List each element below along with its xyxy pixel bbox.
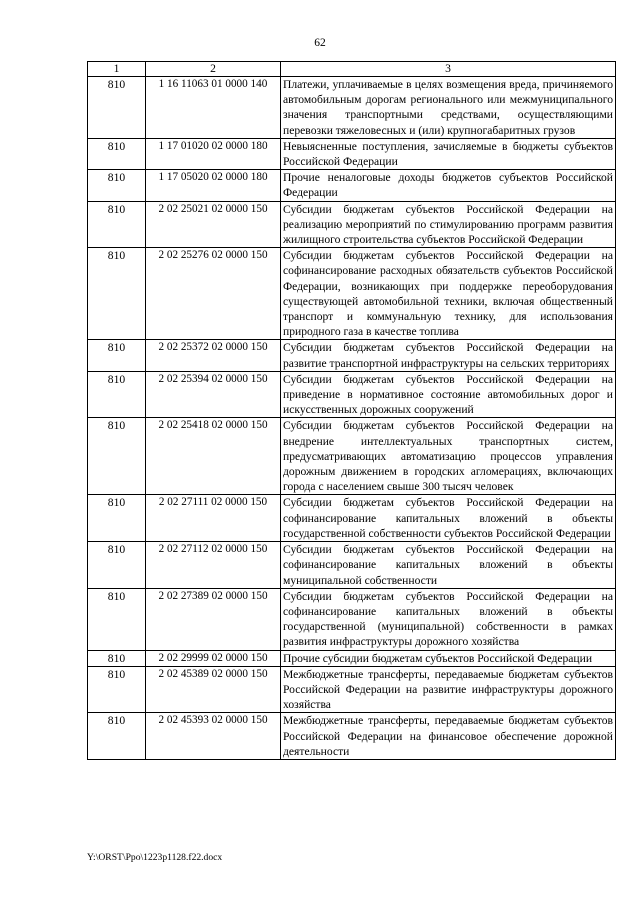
- budget-code-cell: 2 02 45393 02 0000 150: [146, 713, 281, 760]
- budget-code-cell: 2 02 29999 02 0000 150: [146, 650, 281, 666]
- budget-code-cell: 1 16 11063 01 0000 140: [146, 77, 281, 139]
- admin-code-cell: 810: [88, 542, 146, 589]
- admin-code-cell: 810: [88, 138, 146, 169]
- admin-code-cell: 810: [88, 650, 146, 666]
- table-row: [88, 138, 616, 169]
- table-row: [88, 170, 616, 201]
- admin-code-cell: 810: [88, 588, 146, 650]
- income-name-cell: Прочие неналоговые доходы бюджетов субъектов Российской Федерации: [281, 170, 616, 201]
- table-row: [88, 248, 616, 340]
- income-name-cell: Субсидии бюджетам субъектов Российской Федерации на приведение в нормативное состояние автомобильных дорог и искусственных дорожных сооружений: [281, 371, 616, 418]
- admin-code-cell: 810: [88, 666, 146, 713]
- budget-code-cell: 2 02 25418 02 0000 150: [146, 418, 281, 495]
- admin-code-cell: 810: [88, 418, 146, 495]
- table-row: [88, 542, 616, 589]
- table-row: [88, 713, 616, 760]
- income-name-cell: Субсидии бюджетам субъектов Российской Федерации на развитие транспортной инфраструктуры на сельских территориях: [281, 340, 616, 371]
- income-name-cell: Невыясненные поступления, зачисляемые в бюджеты субъектов Российской Федерации: [281, 138, 616, 169]
- income-name-cell: Субсидии бюджетам субъектов Российской Федерации на софинансирование расходных обязательств субъектов Российской Федерации, возникающих при поддержке переоборудования существующей автомобильной техники, включая общественный транспорт и коммунальную технику, для использования природного газа в качестве топлива: [281, 248, 616, 340]
- income-name-cell: Платежи, уплачиваемые в целях возмещения вреда, причиняемого автомобильным дорогам регионального или межмуниципального значения транспортными средствами, осуществляющими перевозки тяжеловесных и (или) крупногабаритных грузов: [281, 77, 616, 139]
- income-name-cell: Субсидии бюджетам субъектов Российской Федерации на реализацию мероприятий по стимулированию программ развития жилищного строительства субъектов Российской Федерации: [281, 201, 616, 248]
- admin-code-cell: 810: [88, 340, 146, 371]
- footer-file-path: Y:\ORST\Ppo\1223p1128.f22.docx: [87, 852, 223, 863]
- table-row: [88, 588, 616, 650]
- budget-code-cell: 1 17 05020 02 0000 180: [146, 170, 281, 201]
- budget-code-cell: 2 02 27112 02 0000 150: [146, 542, 281, 589]
- income-name-cell: Межбюджетные трансферты, передаваемые бюджетам субъектов Российской Федерации на финансовое обеспечение дорожной деятельности: [281, 713, 616, 760]
- column-header-2: 2: [146, 62, 281, 77]
- budget-code-cell: 2 02 27389 02 0000 150: [146, 588, 281, 650]
- income-name-cell: Субсидии бюджетам субъектов Российской Федерации на софинансирование капитальных вложений в объекты государственной (муниципальной) собственности в рамках развития инфраструктуры дорожного хозяйства: [281, 588, 616, 650]
- admin-code-cell: 810: [88, 77, 146, 139]
- column-header-1: 1: [88, 62, 146, 77]
- table-row: [88, 201, 616, 248]
- budget-code-cell: 2 02 27111 02 0000 150: [146, 495, 281, 542]
- income-name-cell: Межбюджетные трансферты, передаваемые бюджетам субъектов Российской Федерации на развитие инфраструктуры дорожного хозяйства: [281, 666, 616, 713]
- admin-code-cell: 810: [88, 170, 146, 201]
- table-row: [88, 77, 616, 139]
- budget-code-cell: 2 02 25394 02 0000 150: [146, 371, 281, 418]
- income-name-cell: Субсидии бюджетам субъектов Российской Федерации на софинансирование капитальных вложений в объекты муниципальной собственности: [281, 542, 616, 589]
- table-row: [88, 418, 616, 495]
- budget-codes-table: [87, 61, 616, 760]
- income-name-cell: Субсидии бюджетам субъектов Российской Федерации на внедрение интеллектуальных транспортных систем, предусматривающих автоматизацию процессов управления дорожным движением в городских агломерациях, включающих города с населением свыше 300 тысяч человек: [281, 418, 616, 495]
- admin-code-cell: 810: [88, 495, 146, 542]
- budget-code-cell: 2 02 25021 02 0000 150: [146, 201, 281, 248]
- admin-code-cell: 810: [88, 248, 146, 340]
- table-row: [88, 371, 616, 418]
- table-row: [88, 340, 616, 371]
- table-row: [88, 666, 616, 713]
- budget-code-cell: 1 17 01020 02 0000 180: [146, 138, 281, 169]
- budget-code-cell: 2 02 45389 02 0000 150: [146, 666, 281, 713]
- column-header-3: 3: [281, 62, 616, 77]
- table-row: [88, 495, 616, 542]
- income-name-cell: Субсидии бюджетам субъектов Российской Федерации на софинансирование капитальных вложений в объекты государственной собственности субъектов Российской Федерации: [281, 495, 616, 542]
- table-header-row: [88, 62, 616, 77]
- budget-code-cell: 2 02 25372 02 0000 150: [146, 340, 281, 371]
- budget-code-cell: 2 02 25276 02 0000 150: [146, 248, 281, 340]
- page-number: 62: [314, 37, 326, 49]
- income-name-cell: Прочие субсидии бюджетам субъектов Российской Федерации: [281, 650, 616, 666]
- admin-code-cell: 810: [88, 713, 146, 760]
- table-row: [88, 650, 616, 666]
- admin-code-cell: 810: [88, 371, 146, 418]
- admin-code-cell: 810: [88, 201, 146, 248]
